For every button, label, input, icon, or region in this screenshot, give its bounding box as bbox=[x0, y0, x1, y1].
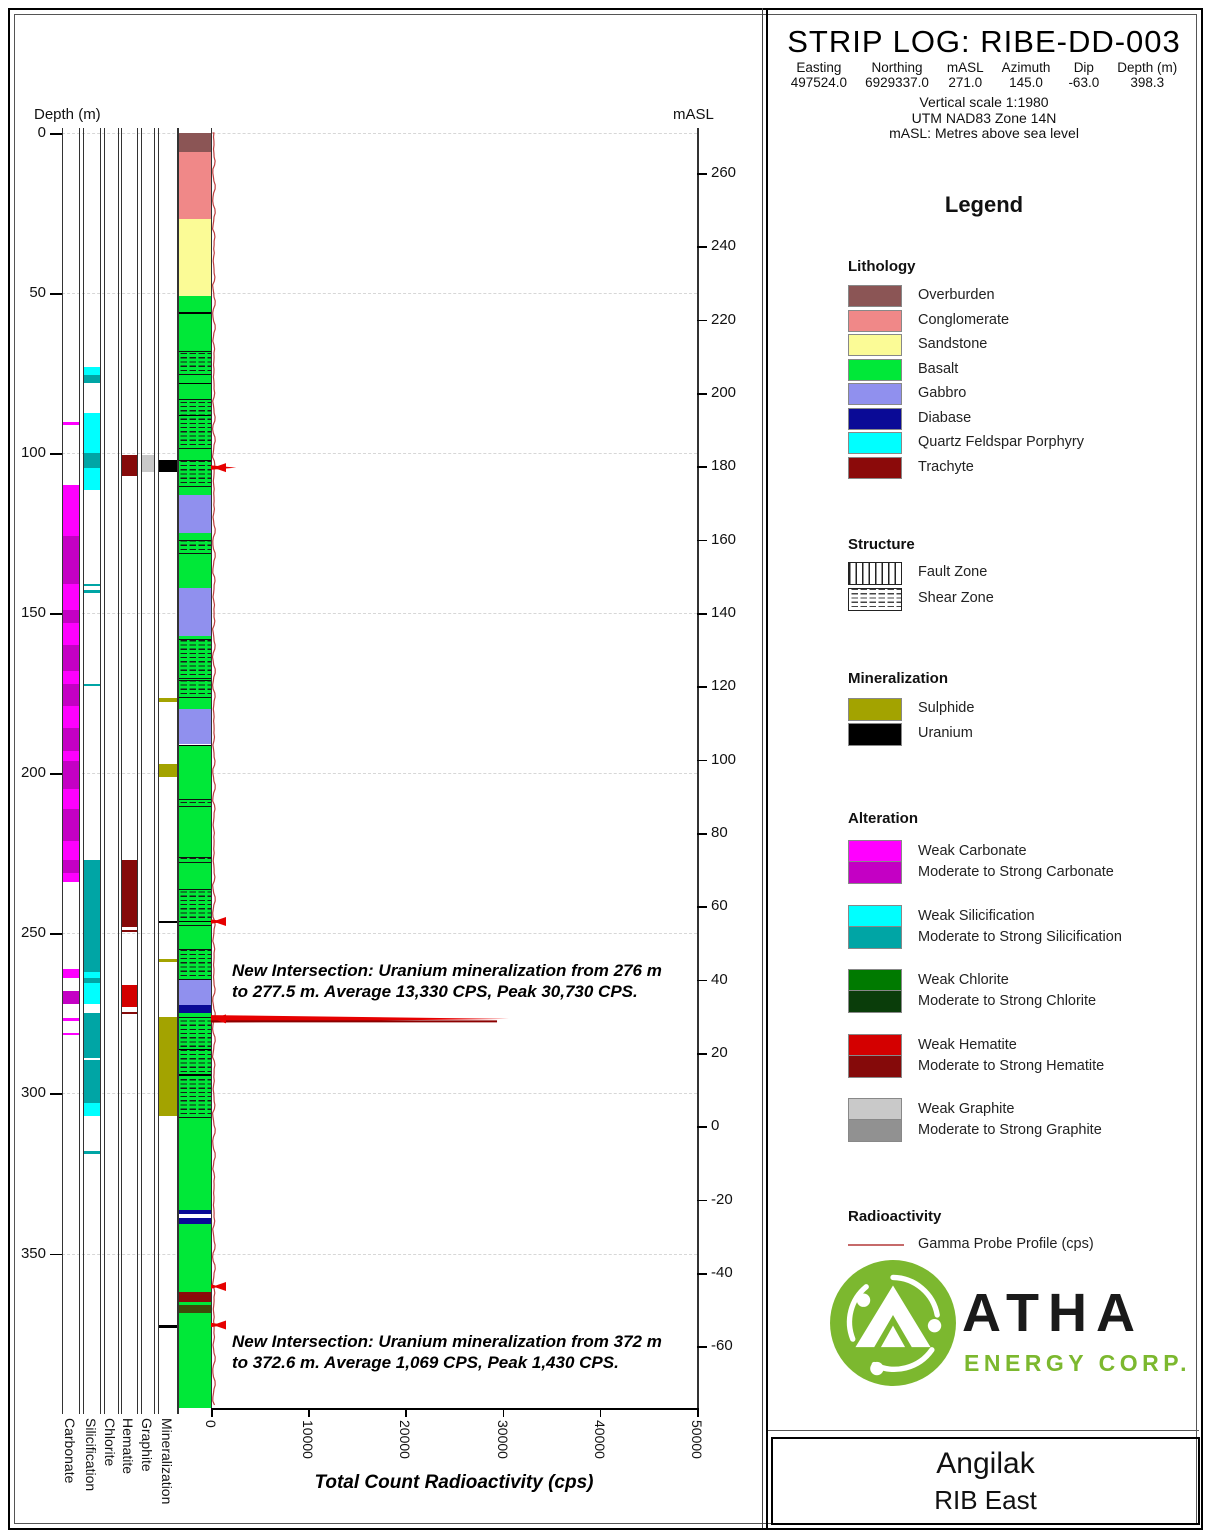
radio-tick bbox=[405, 1408, 407, 1417]
atha-logo-svg bbox=[826, 1256, 960, 1390]
masl-tick-label: 180 bbox=[711, 457, 737, 475]
legend-item-label: Diabase bbox=[918, 409, 972, 426]
silicification-strong-interval bbox=[83, 453, 100, 467]
radio-tick bbox=[503, 1408, 505, 1417]
masl-tick bbox=[697, 1053, 707, 1055]
shear-zone-overlay bbox=[178, 460, 211, 488]
column-label-silicification: Silicification bbox=[82, 1418, 99, 1492]
legend-section-mineralization: Mineralization bbox=[848, 670, 949, 687]
legend-item-label: Basalt bbox=[918, 360, 959, 377]
depth-tick bbox=[50, 1093, 62, 1095]
lithology-swatch-conglomerate bbox=[848, 310, 902, 332]
masl-tick-label: -20 bbox=[711, 1190, 733, 1208]
masl-tick-label: 200 bbox=[711, 384, 737, 402]
hematite-strong-interval bbox=[121, 455, 137, 476]
lithology-interval-diabase bbox=[178, 1210, 211, 1214]
column-border-graphite bbox=[141, 128, 142, 1414]
mineralization-sulphide-interval bbox=[158, 764, 177, 777]
atha-wordmark: ATHA bbox=[962, 1283, 1144, 1343]
alteration-swatch-strong bbox=[848, 1119, 902, 1142]
depth-tick bbox=[50, 933, 62, 935]
hematite-strong-interval bbox=[121, 1012, 137, 1015]
column-label-mineralization: Mineralization bbox=[158, 1418, 175, 1505]
depth-tick bbox=[50, 453, 62, 455]
lithology-interval-gabbro bbox=[178, 978, 211, 1005]
mineralization-swatch-uranium bbox=[848, 723, 902, 746]
depth-tick-label: 50 bbox=[29, 284, 46, 302]
collar-info-text: Easting bbox=[796, 60, 842, 75]
legend-item-label: Conglomerate bbox=[918, 311, 1010, 328]
mineralization-uranium-interval bbox=[158, 921, 177, 924]
radio-tick bbox=[308, 1408, 310, 1417]
masl-tick bbox=[697, 540, 707, 542]
masl-tick-label: 60 bbox=[711, 897, 728, 915]
project-name: Angilak bbox=[936, 1447, 1035, 1480]
carbonate-weak-interval bbox=[62, 623, 79, 645]
annotation-line: to 372.6 m. Average 1,069 CPS, Peak 1,430 CPS. bbox=[232, 1353, 619, 1372]
intersection-annotation bbox=[232, 960, 662, 1002]
silicification-strong-interval bbox=[83, 375, 100, 383]
legend-item-label: Quartz Feldspar Porphyry bbox=[918, 434, 1085, 450]
masl-tick bbox=[697, 1273, 707, 1275]
footer-divider bbox=[768, 1430, 1199, 1431]
masl-tick bbox=[697, 466, 707, 468]
depth-axis-caption: Depth (m) bbox=[34, 106, 101, 123]
mineralization-uranium-interval bbox=[158, 1325, 177, 1328]
lithology-interval-sandstone bbox=[178, 219, 211, 296]
lithology-interval-basalt bbox=[178, 1224, 211, 1292]
gamma-line-swatch bbox=[848, 1244, 904, 1246]
shear-zone-overlay bbox=[178, 949, 211, 980]
silicification-strong-interval bbox=[83, 1060, 100, 1103]
carbonate-weak-interval bbox=[62, 584, 79, 610]
radio-tick bbox=[600, 1408, 602, 1417]
depth-tick-label: 200 bbox=[20, 764, 46, 782]
column-label-graphite: Graphite bbox=[138, 1418, 155, 1472]
shear-zone-overlay bbox=[178, 1017, 211, 1118]
silicification-strong-interval bbox=[83, 1013, 100, 1058]
silicification-strong-interval bbox=[83, 1151, 100, 1154]
masl-tick-label: -40 bbox=[711, 1264, 733, 1282]
lithology-contact-line bbox=[178, 312, 211, 314]
carbonate-weak-interval bbox=[62, 1033, 79, 1036]
column-border-chlorite bbox=[118, 128, 119, 1414]
masl-tick-label: 0 bbox=[711, 1117, 720, 1135]
legend-item-label: Trachyte bbox=[918, 458, 974, 475]
radio-tick-label: 50000 bbox=[689, 1420, 705, 1459]
legend-item-label: Moderate to Strong Graphite bbox=[918, 1122, 1102, 1138]
depth-tick bbox=[50, 1254, 62, 1256]
hematite-strong-interval bbox=[121, 860, 137, 927]
column-border-graphite bbox=[154, 128, 155, 1414]
depth-tick-label: 350 bbox=[20, 1244, 46, 1262]
alteration-swatch-weak bbox=[848, 969, 902, 992]
legend-item-label: Weak Carbonate bbox=[918, 843, 1027, 859]
depth-tick bbox=[50, 133, 62, 135]
hematite-weak-interval bbox=[121, 985, 137, 1007]
lithology-swatch-overburden bbox=[848, 285, 902, 307]
legend-section-radioactivity: Radioactivity bbox=[848, 1208, 942, 1225]
footer-box bbox=[771, 1437, 1200, 1525]
legend-item-label: Fault Zone bbox=[918, 564, 988, 580]
masl-tick bbox=[697, 1200, 707, 1202]
lithology-swatch-sandstone bbox=[848, 334, 902, 356]
depth-tick-label: 100 bbox=[20, 444, 46, 462]
collar-info-text: 497524.0 bbox=[790, 75, 848, 90]
silicification-strong-interval bbox=[83, 590, 100, 593]
column-label-carbonate: Carbonate bbox=[61, 1418, 78, 1484]
carbonate-weak-interval bbox=[62, 873, 79, 883]
legend-item-label: Weak Graphite bbox=[918, 1101, 1015, 1117]
masl-tick-label: 160 bbox=[711, 530, 737, 548]
masl-tick bbox=[697, 760, 707, 762]
lithology-interval-gabbro bbox=[178, 588, 211, 636]
depth-tick-label: 0 bbox=[37, 124, 46, 141]
masl-tick-label: 20 bbox=[711, 1044, 728, 1062]
legend-item-label: Gabbro bbox=[918, 385, 967, 401]
legend-item-label: Weak Silicification bbox=[918, 907, 1035, 924]
annotation-line: New Intersection: Uranium mineralization from 372 m bbox=[232, 1332, 662, 1351]
legend-item-label: Gamma Probe Profile (cps) bbox=[918, 1236, 1094, 1252]
legend-section-alteration: Alteration bbox=[848, 810, 919, 827]
mineralization-swatch-sulphide bbox=[848, 698, 902, 721]
carbonate-strong-interval bbox=[62, 610, 79, 623]
shear-zone-overlay bbox=[178, 399, 211, 449]
collar-info-text: Depth (m) bbox=[1117, 60, 1178, 75]
intersection-annotation bbox=[232, 1331, 662, 1373]
collar-info-text: mASL bbox=[946, 60, 984, 75]
legend-item-label: Moderate to Strong Hematite bbox=[918, 1057, 1105, 1074]
depth-tick bbox=[50, 613, 62, 615]
masl-tick bbox=[697, 1346, 707, 1348]
silicification-strong-interval bbox=[83, 684, 100, 687]
carbonate-strong-interval bbox=[62, 860, 79, 873]
masl-tick-label: -60 bbox=[711, 1337, 733, 1355]
fault-zone-swatch bbox=[848, 562, 902, 585]
carbonate-strong-interval bbox=[62, 809, 79, 841]
scale-note: Vertical scale 1:1980 bbox=[919, 94, 1049, 110]
page-title: STRIP LOG: RIBE-DD-003 bbox=[787, 24, 1181, 59]
column-border-silicification bbox=[100, 128, 101, 1414]
masl-tick bbox=[697, 393, 707, 395]
atha-subtitle: ENERGY CORP. bbox=[964, 1350, 1191, 1376]
lithology-contact-line bbox=[178, 383, 211, 385]
alteration-swatch-strong bbox=[848, 861, 902, 884]
collar-info-text: 271.0 bbox=[948, 75, 983, 90]
masl-tick-label: 260 bbox=[711, 164, 737, 181]
masl-note: mASL: Metres above sea level bbox=[889, 125, 1079, 141]
collar-info-text: -63.0 bbox=[1068, 75, 1100, 90]
lithology-interval-gabbro bbox=[178, 709, 211, 744]
depth-tick bbox=[50, 293, 62, 295]
depth-tick-label: 300 bbox=[20, 1084, 46, 1102]
mineralization-sulphide-interval bbox=[158, 698, 177, 702]
carbonate-weak-interval bbox=[62, 969, 79, 979]
silicification-weak-interval bbox=[83, 367, 100, 375]
masl-tick bbox=[697, 980, 707, 982]
legend-item-label: Sandstone bbox=[918, 336, 988, 352]
alteration-swatch-weak bbox=[848, 1098, 902, 1121]
alteration-swatch-strong bbox=[848, 1055, 902, 1078]
radio-tick-label: 20000 bbox=[397, 1420, 414, 1459]
lithology-interval-diabase bbox=[178, 1005, 211, 1013]
lithology-swatch-trachyte bbox=[848, 457, 902, 479]
lithology-swatch-diabase bbox=[848, 408, 902, 430]
legend-title: Legend bbox=[944, 192, 1024, 217]
carbonate-weak-interval bbox=[62, 671, 79, 684]
masl-tick-label: 40 bbox=[711, 970, 728, 988]
utm-note: UTM NAD83 Zone 14N bbox=[911, 109, 1057, 126]
shear-zone-overlay bbox=[178, 351, 211, 375]
annotation-line: to 277.5 m. Average 13,330 CPS, Peak 30,730 CPS. bbox=[232, 982, 638, 1001]
legend-item-label: Moderate to Strong Carbonate bbox=[918, 864, 1114, 880]
lithology-swatch-gabbro bbox=[848, 383, 902, 405]
collar-info-text: Azimuth bbox=[1001, 60, 1051, 75]
masl-tick bbox=[697, 246, 707, 248]
silicification-strong-interval bbox=[83, 584, 100, 587]
collar-info-text: 145.0 bbox=[1009, 75, 1043, 90]
carbonate-strong-interval bbox=[62, 728, 79, 750]
collar-info-text: Dip bbox=[1073, 60, 1094, 75]
annotation-line: New Intersection: Uranium mineralization from 276 m bbox=[232, 961, 662, 980]
masl-tick-label: 240 bbox=[711, 237, 737, 255]
alteration-swatch-weak bbox=[848, 905, 902, 928]
masl-tick bbox=[697, 686, 707, 688]
radio-tick-label: 40000 bbox=[591, 1420, 608, 1459]
masl-tick bbox=[697, 613, 707, 615]
alteration-swatch-weak bbox=[848, 840, 902, 863]
atha-logo-mark bbox=[826, 1256, 960, 1390]
alteration-swatch-strong bbox=[848, 990, 902, 1013]
silicification-weak-interval bbox=[83, 413, 100, 453]
radio-tick bbox=[697, 1408, 699, 1417]
column-border-lithology bbox=[211, 128, 212, 1414]
legend-section-lithology: Lithology bbox=[848, 258, 916, 275]
silicification-weak-interval bbox=[83, 1103, 100, 1116]
legend-item-label: Uranium bbox=[918, 724, 973, 741]
carbonate-weak-interval bbox=[62, 789, 79, 808]
masl-tick bbox=[697, 1126, 707, 1128]
column-border-chlorite bbox=[104, 128, 105, 1414]
alteration-swatch-weak bbox=[848, 1034, 902, 1057]
lithology-contact-line bbox=[178, 745, 211, 747]
carbonate-strong-interval bbox=[62, 761, 79, 790]
lithology-contact-line bbox=[178, 1049, 211, 1051]
column-border-hematite bbox=[121, 128, 122, 1414]
radio-tick-label: 10000 bbox=[300, 1420, 317, 1459]
lithology-interval-gabbro bbox=[178, 495, 211, 533]
legend-item-label: Overburden bbox=[918, 287, 995, 303]
legend-item-label: Moderate to Strong Chlorite bbox=[918, 993, 1097, 1009]
masl-axis-caption: mASL bbox=[673, 106, 714, 123]
carbonate-strong-interval bbox=[62, 536, 79, 584]
column-label-hematite: Hematite bbox=[120, 1418, 136, 1475]
carbonate-weak-interval bbox=[62, 485, 79, 536]
radio-axis-title: Total Count Radioactivity (cps) bbox=[314, 1472, 594, 1493]
legend-item-label: Weak Chlorite bbox=[918, 972, 1009, 988]
masl-tick bbox=[697, 833, 707, 835]
masl-tick bbox=[697, 173, 707, 175]
shear-zone-overlay bbox=[178, 680, 211, 698]
carbonate-weak-interval bbox=[62, 706, 79, 728]
masl-tick-label: 140 bbox=[711, 604, 737, 622]
column-border-carbonate bbox=[62, 128, 63, 1414]
shear-zone-overlay bbox=[178, 857, 211, 864]
alteration-swatch-strong bbox=[848, 926, 902, 949]
shear-zone-swatch bbox=[848, 588, 902, 611]
lithology-contact-line bbox=[178, 415, 211, 417]
column-label-chlorite: Chlorite bbox=[102, 1418, 118, 1467]
column-border-mineralization bbox=[158, 128, 159, 1414]
lithology-interval-conglomerate bbox=[178, 152, 211, 219]
legend-section-structure: Structure bbox=[848, 536, 915, 553]
depth-tick bbox=[50, 773, 62, 775]
legend-item-label: Shear Zone bbox=[918, 589, 994, 606]
carbonate-strong-interval bbox=[62, 645, 79, 671]
collar-info-text: 398.3 bbox=[1130, 75, 1165, 90]
masl-tick-label: 120 bbox=[711, 677, 737, 695]
silicification-strong-interval bbox=[83, 860, 100, 972]
column-border-silicification bbox=[83, 128, 84, 1414]
carbonate-weak-interval bbox=[62, 1018, 79, 1021]
hematite-strong-interval bbox=[121, 930, 137, 932]
carbonate-strong-interval bbox=[62, 991, 79, 1004]
depth-tick-label: 150 bbox=[20, 604, 46, 622]
area-name: RIB East bbox=[934, 1485, 1037, 1515]
shear-zone-overlay bbox=[178, 540, 211, 555]
mineralization-uranium-interval bbox=[158, 460, 177, 473]
radio-axis-line bbox=[211, 1408, 698, 1410]
carbonate-weak-interval bbox=[62, 841, 79, 860]
masl-tick bbox=[697, 906, 707, 908]
masl-tick-label: 100 bbox=[711, 750, 737, 768]
radio-tick-label: 0 bbox=[203, 1420, 219, 1428]
lithology-contact-line bbox=[178, 921, 211, 923]
shear-zone-overlay bbox=[178, 639, 211, 679]
legend-item-label: Moderate to Strong Silicification bbox=[918, 928, 1122, 945]
depth-tick-label: 250 bbox=[20, 924, 46, 942]
column-border-hematite bbox=[137, 128, 138, 1414]
collar-info-text: Northing bbox=[871, 60, 923, 75]
carbonate-weak-interval bbox=[62, 422, 79, 425]
lithology-swatch-basalt bbox=[848, 359, 902, 381]
legend-item-label: Sulphide bbox=[918, 700, 975, 716]
masl-tick-label: 220 bbox=[711, 310, 737, 328]
legend-item-label: Weak Hematite bbox=[918, 1036, 1017, 1053]
lithology-contact-line bbox=[178, 1074, 211, 1076]
lithology-interval-dark-band bbox=[178, 1305, 211, 1312]
lithology-interval-basalt bbox=[178, 1313, 211, 1408]
graphite-weak-interval bbox=[141, 455, 154, 473]
lithology-swatch-quartz-feldspar-porphyry bbox=[848, 432, 902, 454]
masl-tick bbox=[697, 320, 707, 322]
collar-info-text: 6929337.0 bbox=[865, 75, 929, 90]
mineralization-sulphide-interval bbox=[158, 959, 177, 962]
lithology-interval-trachyte bbox=[178, 1292, 211, 1302]
carbonate-weak-interval bbox=[62, 751, 79, 761]
radio-tick bbox=[211, 1408, 213, 1417]
silicification-weak-interval bbox=[83, 468, 100, 490]
lithology-interval-overburden bbox=[178, 133, 211, 152]
masl-tick-label: 80 bbox=[711, 824, 728, 842]
carbonate-strong-interval bbox=[62, 684, 79, 706]
column-border-carbonate bbox=[79, 128, 80, 1414]
silicification-weak-interval bbox=[83, 983, 100, 1004]
shear-zone-overlay bbox=[178, 799, 211, 807]
mineralization-sulphide-interval bbox=[158, 1017, 177, 1116]
radio-tick-label: 30000 bbox=[494, 1420, 511, 1459]
column-border-lithology bbox=[178, 128, 179, 1414]
